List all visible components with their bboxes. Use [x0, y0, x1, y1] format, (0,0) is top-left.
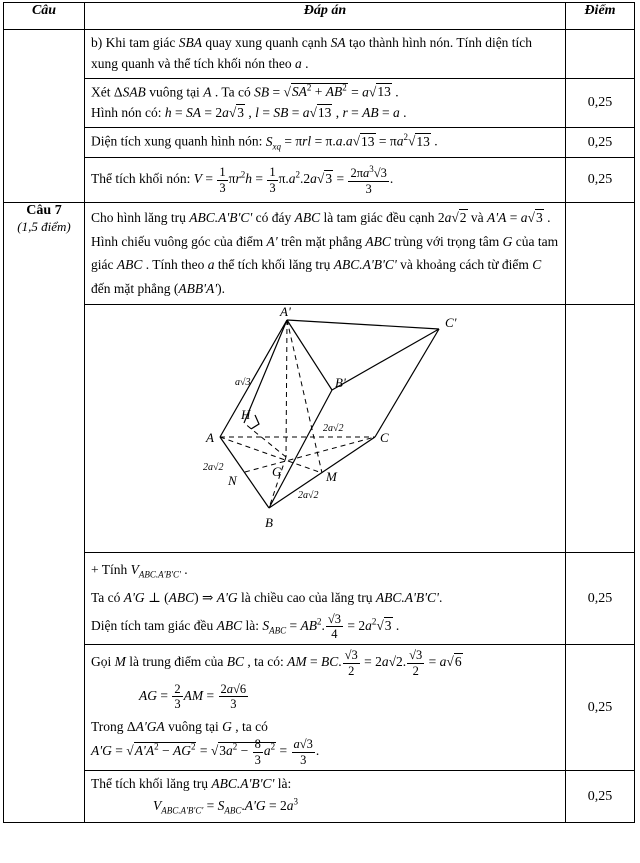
q7-figure-score [566, 304, 635, 552]
q7-figure-row [4, 304, 635, 552]
part-b-step2-row [4, 128, 635, 158]
part-b-step1-score: 0,25 [566, 78, 635, 127]
segment-g-h [244, 423, 286, 457]
segment-a1-h [244, 320, 287, 423]
q7-step1-row [4, 552, 635, 645]
part-b-prompt-cell [85, 30, 566, 79]
header-diem: Điểm [566, 3, 635, 30]
q7-step2-row [4, 645, 635, 771]
part-b-step1-cell [85, 78, 566, 127]
label-m: M [326, 468, 337, 484]
part-b-step2-score: 0,25 [566, 128, 635, 158]
part-b-step3-score: 0,25 [566, 158, 635, 203]
part-b-question-cell [4, 30, 85, 203]
edge-a1-c1 [287, 320, 439, 329]
part-b-step2: Diện tích xung quanh hình nón: $S_{xq} = \pi rl = \pi.a.a√13 = \pi a^2√13$ . [91, 132, 438, 152]
label-h: H [241, 406, 251, 422]
label-edge-a-a1: a√3 [235, 376, 251, 388]
label-edge-a-n: 2a√2 [203, 461, 224, 473]
q7-prompt: Cho hình lăng trụ ABC.A'B'C' có đáy ABC là tam giác đều cạnh 2a√2 và A'A = a√3 . Hình chiếu vuông góc của điểm A' trên mặt phẳng ABC trùng với trọng tâm G của tam giác ABC . Tính theo a thể tích khối lăng trụ ABC.A'B'C' và khoảng cách từ điểm C đến mặt phẳng (ABB'A'). [91, 210, 559, 297]
q7-step3: Thể tích khối lăng trụ ABC.A'B'C' là: $V_{ABC.A'B'C'} = S_{ABC}.A'G = 2a^3$ [91, 776, 299, 816]
header-dap-an: Đáp án [85, 3, 566, 30]
q7-points: (1,5 điểm) [17, 219, 71, 235]
header-cau: Câu [4, 3, 85, 30]
q7-step2: Gọi M là trung điểm của BC , ta có: AM = BC. $\frac{√3}{2}$ = 2a√2. $\frac{√3}{2}$ = a√6 AG = $\frac{2}{3}$ AM = $\frac{2a√6}{3}$ Trong ΔA'GA vuông tại G , ta có $A'G = √A'A^2 - AG^2 = √3a^2$ − $\frac{8}{3}$ $a^2$ = $\frac{a√3}{3}$ . [91, 648, 462, 767]
q7-step3-row [4, 771, 635, 823]
part-b-step3-row [4, 158, 635, 203]
q7-step2-score: 0,25 [566, 645, 635, 771]
label-edge-a-c: 2a√2 [323, 422, 344, 434]
part-b-step1: Xét ΔSAB vuông tại A . Ta có SB = $√SA^2 + AB^2 = a√13$ . Hình nón có: h = SA = 2a√3 , l = SB = a√13 , r = AB = a . [91, 82, 407, 121]
header-row [4, 3, 635, 30]
edge-a1-b1 [287, 320, 332, 390]
q7-step3-score: 0,25 [566, 771, 635, 823]
part-b-step1-row [4, 78, 635, 127]
q7-label-cell [4, 203, 85, 823]
height-a1-g [286, 320, 287, 457]
label-n: N [228, 472, 237, 488]
part-b-step3-cell [85, 158, 566, 203]
part-b-step2-cell [85, 128, 566, 158]
part-b-prompt-score [566, 30, 635, 79]
label-c-prime: C' [445, 314, 457, 330]
edge-a1-a [220, 320, 287, 437]
label-g: G [272, 463, 282, 479]
q7-prompt-cell [85, 203, 566, 305]
q7-figure-cell [85, 304, 566, 552]
q7-step1-score: 0,25 [566, 552, 635, 645]
label-edge-b-m: 2a√2 [298, 489, 319, 501]
q7-step2-cell [85, 645, 566, 771]
label-c: C [380, 429, 389, 445]
right-angle-mark-h [251, 415, 259, 429]
label-a: A [206, 429, 214, 445]
q7-prompt-row [4, 203, 635, 305]
median-c-n [245, 437, 375, 472]
answer-table [3, 2, 635, 823]
label-a-prime: A' [280, 304, 291, 319]
label-b-prime: B' [335, 374, 346, 390]
part-b-prompt: b) Khi tam giác SBA quay xung quanh cạnh SA tạo thành hình nón. Tính diện tích xung quanh và thể tích khối nón theo a . [91, 35, 533, 71]
prism-figure [85, 305, 563, 548]
part-b-step3: Thể tích khối nón: V = $\frac{1}{3}$ $\pi r^2h$ = $\frac{1}{3}$ $\pi.a^2.2a√3$ = $\frac{2\pi a^3√3}{3}$ . [91, 164, 394, 196]
label-b: B [265, 514, 273, 530]
q7-step1-cell [85, 552, 566, 645]
q7-label: Câu 7 [26, 203, 62, 219]
q7-step3-cell [85, 771, 566, 823]
segment-a1-m [287, 320, 322, 473]
q7-step1: + Tính $V_{ABC.A'B'C'}$ . Ta có A'G ⊥ (ABC) ⇒ A'G là chiều cao của lăng trụ ABC.A'B'C'. Diện tích tam giác đều ABC là: $S_{ABC} = AB^2$. $\frac{√3}{4}$ = $2a^2√3$ . [91, 561, 443, 641]
edge-b1-c1 [332, 329, 439, 390]
edge-c1-c [375, 329, 439, 437]
part-b-prompt-row [4, 30, 635, 79]
q7-prompt-score [566, 203, 635, 305]
